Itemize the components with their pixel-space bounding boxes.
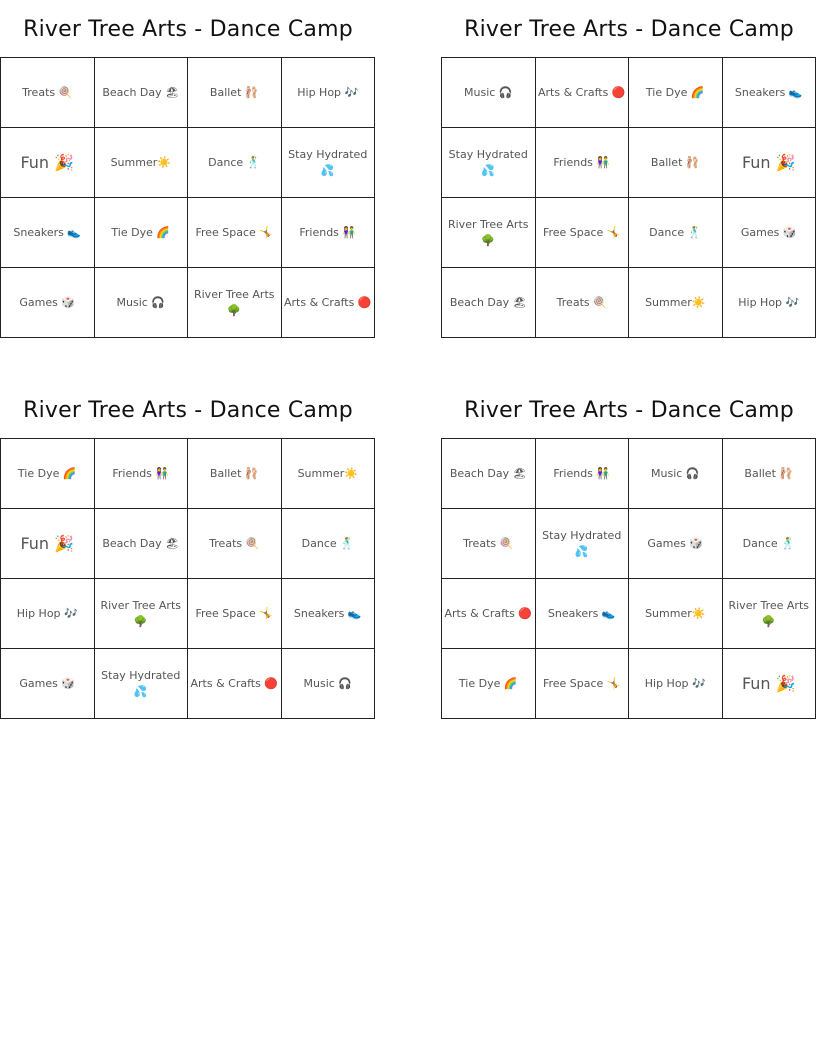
bingo-cell-label: Friends 👫 [553,466,611,480]
bingo-cell [95,509,189,579]
bingo-cell [188,128,282,198]
bingo-grid [441,438,816,719]
bingo-cell-label: Hip Hop 🎶 [297,85,359,99]
bingo-cell [442,439,536,509]
bingo-cell-label: Ballet 🩰 [209,466,259,480]
bingo-cell-label: Beach Day 🏖 [449,466,527,480]
bingo-cell-label: Dance 🕺 [208,155,261,169]
bingo-card-4 [441,382,816,719]
bingo-cell-label: Ballet 🩰 [650,155,700,169]
bingo-cell-label: Tie Dye 🌈 [17,466,77,480]
bingo-cell-label: Music 🎧 [303,676,352,690]
bingo-cell-label: Fun 🎉 [741,152,796,172]
bingo-cell [723,58,816,128]
bingo-cell [536,509,630,579]
card-title: River Tree Arts - Dance Camp [23,397,353,423]
bingo-cell [282,439,376,509]
bingo-cell-label: Summer☀️ [645,295,706,309]
bingo-cell [629,649,723,719]
bingo-cell [95,128,189,198]
bingo-cell [188,579,282,649]
bingo-cell-label: Summer☀️ [645,606,706,620]
bingo-cell [629,509,723,579]
card-title: River Tree Arts - Dance Camp [464,397,794,423]
bingo-cell-label: Friends 👫 [553,155,611,169]
bingo-cell [442,579,536,649]
bingo-cell [629,268,723,338]
bingo-cell-label: Friends 👫 [299,225,357,239]
bingo-cell [629,128,723,198]
bingo-cell-label: Treats 🍭 [209,536,260,550]
bingo-cell-label: Sneakers 👟 [734,85,803,99]
bingo-cell [1,128,95,198]
bingo-cell-label: Fun 🎉 [20,152,75,172]
bingo-cell-label: Games 🎲 [647,536,704,550]
bingo-cell-label: Tie Dye 🌈 [111,225,171,239]
bingo-cell-label: Free Space 🤸 [542,225,621,239]
bingo-cell [723,649,816,719]
bingo-cell [95,58,189,128]
bingo-cell-label: River Tree Arts 🌳 [728,598,809,628]
bingo-cell-label: Treats 🍭 [22,85,73,99]
bingo-cell [442,649,536,719]
bingo-cell [723,198,816,268]
bingo-cell-label: Arts & Crafts 🔴 [190,676,279,690]
bingo-cell [282,268,376,338]
bingo-cell-label: Dance 🕺 [301,536,354,550]
bingo-cell-label: River Tree Arts 🌳 [447,217,529,247]
bingo-cell-label: Music 🎧 [651,466,700,480]
bingo-cell-label: Beach Day 🏖 [449,295,527,309]
bingo-cell-label: Ballet 🩰 [209,85,259,99]
bingo-cell [1,198,95,268]
bingo-cell [188,439,282,509]
bingo-cell-label: Treats 🍭 [463,536,514,550]
bingo-cell [723,509,816,579]
bingo-cell [282,649,376,719]
bingo-cell-label: Free Space 🤸 [542,676,621,690]
bingo-cell [442,198,536,268]
bingo-cell [723,579,816,649]
bingo-cell [1,268,95,338]
bingo-card-2 [441,1,816,338]
bingo-cell-label: Games 🎲 [19,295,76,309]
bingo-cell-label: Stay Hydrated 💦 [448,147,528,177]
bingo-cell [1,649,95,719]
bingo-cell-label: Music 🎧 [464,85,513,99]
bingo-cell-label: Treats 🍭 [556,295,607,309]
bingo-cell-label: River Tree Arts 🌳 [100,598,181,628]
bingo-cell-label: Dance 🕺 [649,225,702,239]
bingo-cell-label: Fun 🎉 [741,673,796,693]
bingo-cell [442,509,536,579]
bingo-cell-label: Summer☀️ [297,466,358,480]
bingo-cell-label: Fun 🎉 [20,533,75,553]
bingo-cell [282,579,376,649]
bingo-cell [442,58,536,128]
bingo-cell-label: Stay Hydrated 💦 [288,147,368,177]
bingo-cell-label: Free Space 🤸 [195,225,274,239]
bingo-cell-label: Music 🎧 [116,295,165,309]
bingo-cell [282,128,376,198]
bingo-cell [536,439,630,509]
bingo-cell [536,579,630,649]
bingo-cell [629,439,723,509]
bingo-cell-label: Games 🎲 [740,225,797,239]
card-title: River Tree Arts - Dance Camp [464,16,794,42]
bingo-cell [188,268,282,338]
bingo-cell [629,579,723,649]
bingo-cell-label: Arts & Crafts 🔴 [444,606,533,620]
bingo-cell-label: Hip Hop 🎶 [644,676,706,690]
bingo-cell-label: Stay Hydrated 💦 [542,528,622,558]
bingo-cell [629,198,723,268]
bingo-cell-label: Tie Dye 🌈 [458,676,518,690]
bingo-cell [282,58,376,128]
bingo-cell [1,439,95,509]
bingo-cell-label: Sneakers 👟 [547,606,616,620]
bingo-cell [95,198,189,268]
bingo-cell [723,268,816,338]
bingo-cell [536,128,630,198]
bingo-cell [95,579,189,649]
bingo-cell [629,58,723,128]
bingo-cell [442,268,536,338]
bingo-cell-label: Free Space 🤸 [195,606,274,620]
bingo-cell-label: Stay Hydrated 💦 [101,668,181,698]
bingo-cell-label: River Tree Arts 🌳 [193,287,275,317]
bingo-cell [1,58,95,128]
bingo-cell [188,58,282,128]
bingo-cell-label: Hip Hop 🎶 [738,295,800,309]
card-title: River Tree Arts - Dance Camp [23,16,353,42]
bingo-cell [188,198,282,268]
bingo-cell-label: Friends 👫 [112,466,170,480]
bingo-cell [536,198,630,268]
bingo-cell [188,509,282,579]
bingo-cell-label: Summer☀️ [110,155,171,169]
bingo-cell-label: Games 🎲 [19,676,76,690]
bingo-cell [536,268,630,338]
bingo-cell-label: Hip Hop 🎶 [16,606,78,620]
bingo-cell [723,128,816,198]
bingo-grid [0,438,375,719]
bingo-card-3 [0,382,376,719]
bingo-cell [536,58,630,128]
bingo-cell-label: Beach Day 🏖 [102,536,180,550]
bingo-cell-label: Arts & Crafts 🔴 [283,295,372,309]
bingo-grid [441,57,816,338]
bingo-cell-label: Sneakers 👟 [13,225,82,239]
bingo-cell [536,649,630,719]
bingo-cell [442,128,536,198]
bingo-cell [95,268,189,338]
bingo-grid [0,57,375,338]
bingo-card-1 [0,1,376,338]
bingo-cell [1,509,95,579]
bingo-cell-label: Beach Day 🏖 [102,85,180,99]
bingo-cell-label: Arts & Crafts 🔴 [537,85,626,99]
bingo-cell-label: Ballet 🩰 [744,466,794,480]
bingo-cell [188,649,282,719]
bingo-cell [723,439,816,509]
bingo-cell [282,509,376,579]
bingo-cell [1,579,95,649]
bingo-cell [95,439,189,509]
bingo-cell-label: Dance 🕺 [742,536,795,550]
bingo-cell-label: Sneakers 👟 [293,606,362,620]
bingo-cell [95,649,189,719]
bingo-cell [282,198,376,268]
bingo-cell-label: Tie Dye 🌈 [645,85,705,99]
